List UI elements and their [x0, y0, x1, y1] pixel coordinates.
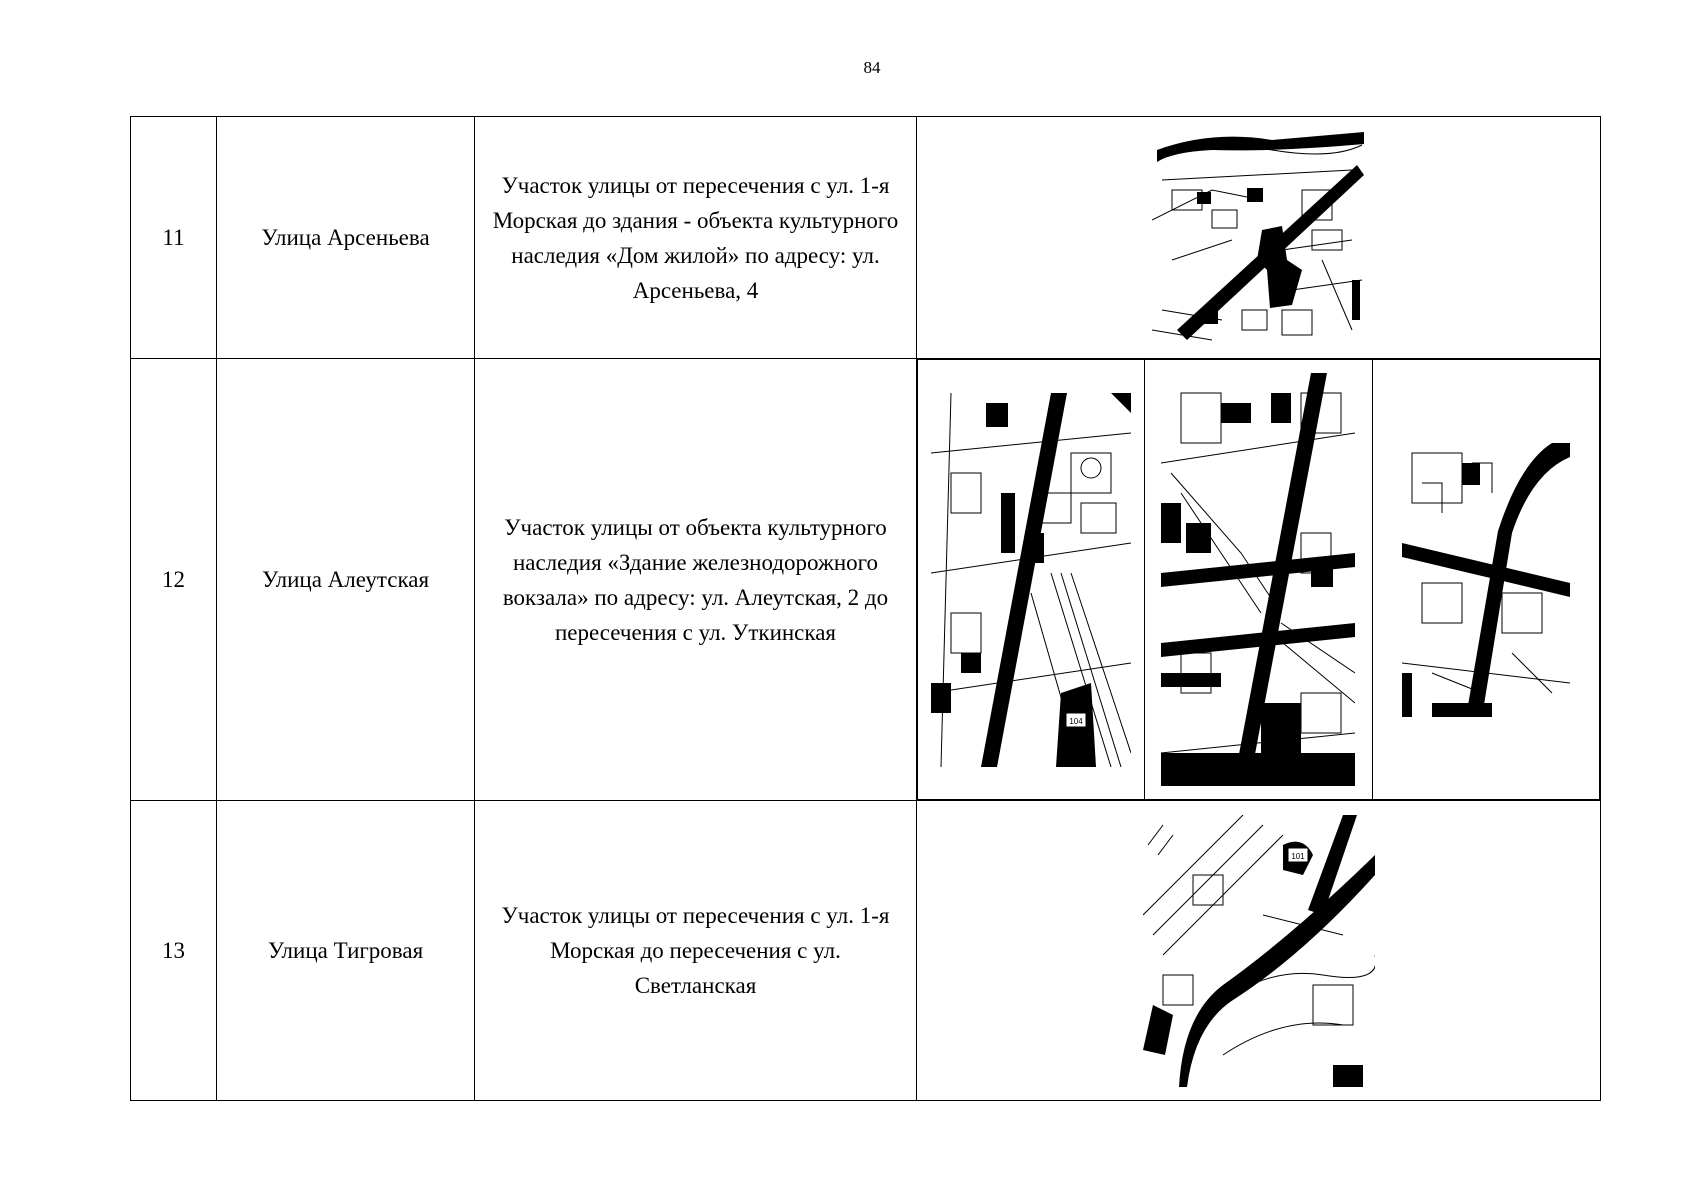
- street-name: Улица Арсеньева: [217, 117, 475, 359]
- streets-table: [130, 116, 1601, 1101]
- street-section-description: Участок улицы от объекта культурного наследия «Здание железнодорожного вокзала» по адресу: ул. Алеутская, 2 до пересечения с ул. Уткинская: [475, 359, 917, 801]
- row-number: 12: [131, 359, 217, 801]
- street-name: Улица Алеутская: [217, 359, 475, 801]
- map-strip: [917, 359, 1600, 800]
- map-cell: [917, 117, 1601, 359]
- map-cell: [917, 359, 1601, 801]
- map-panel: [918, 360, 1145, 800]
- map-label: 104: [1069, 716, 1083, 726]
- street-map-aleutskaya-3: [1402, 443, 1570, 717]
- map-label: 101: [1290, 851, 1305, 861]
- table-row: [131, 117, 1601, 359]
- map-panel: [1372, 360, 1599, 800]
- street-name: Улица Тигровая: [217, 801, 475, 1101]
- table-row: [131, 359, 1601, 801]
- map-cell: [917, 801, 1601, 1101]
- row-number: 13: [131, 801, 217, 1101]
- street-map-aleutskaya-2: [1161, 373, 1355, 786]
- street-section-description: Участок улицы от пересечения с ул. 1-я Морская до здания - объекта культурного наследия «Дом жилой» по адресу: ул. Арсеньева, 4: [475, 117, 917, 359]
- street-map-aleutskaya-1: [931, 393, 1131, 767]
- street-map-arsenyeva: [1152, 130, 1366, 346]
- street-map-tigrovaya: [1143, 815, 1375, 1087]
- row-number: 11: [131, 117, 217, 359]
- map-panel: [1145, 360, 1372, 800]
- page-number: 84: [863, 58, 881, 77]
- street-section-description: Участок улицы от пересечения с ул. 1-я Морская до пересечения с ул. Светланская: [475, 801, 917, 1101]
- table-row: [131, 801, 1601, 1101]
